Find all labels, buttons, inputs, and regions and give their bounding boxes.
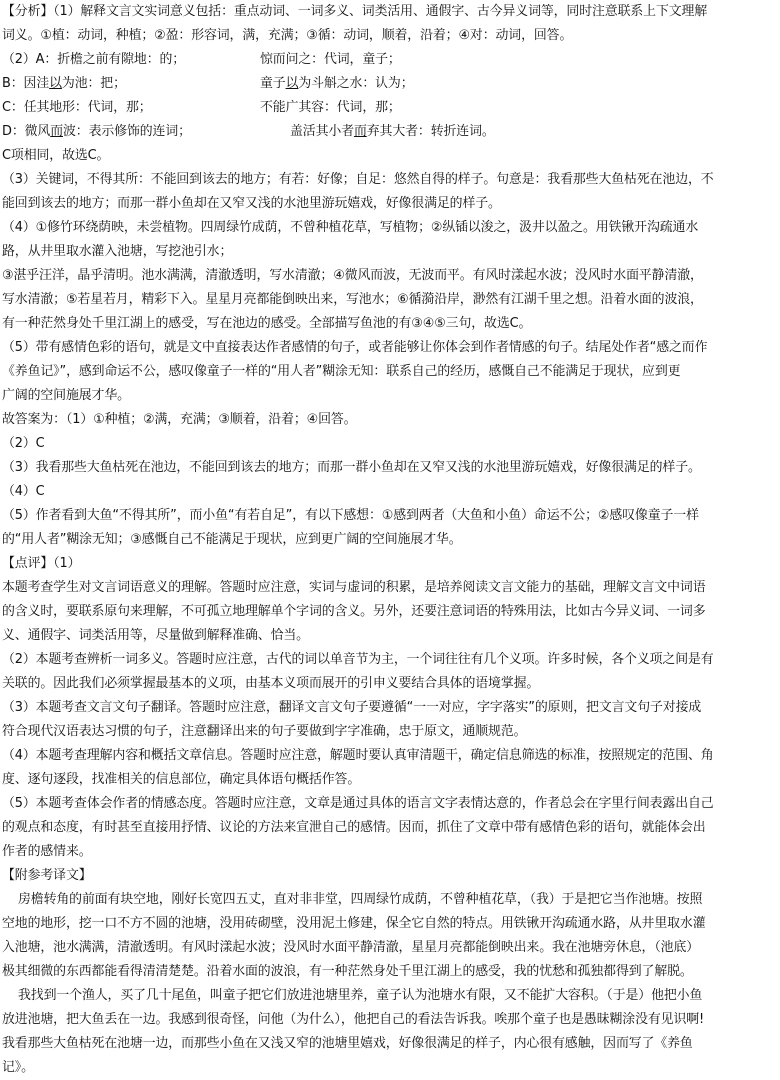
analysis-option-row [2, 48, 778, 72]
comment-line: 符合现代汉语表达习惯的句子，注意翻译出来的句子要做到字字准确，忠于原文，通顺规范。 [2, 724, 527, 739]
answer-line: 的“用人者”糊涂无知；③感慨自己不能满足于现状，应到更广阔的空间施展才华。 [2, 532, 462, 547]
translation-line: 我找到一个渔人，买了几十尾鱼，叫童子把它们放进池塘里养，童子认为池塘水有限，又不能扩大容积。（于是）他把小鱼 [18, 988, 703, 1003]
option-b-right: 童子以为斗斛之水：认为； [260, 76, 414, 91]
option-d-left: D：微风而波：表示修饰的连词； [2, 124, 191, 139]
translation-line: 空地的地形，挖一口不方不圆的池塘，没用砖砌壁，没用泥土修建，保全它自然的特点。用铁锹开沟疏通水路，从井里取水灌 [2, 916, 706, 931]
analysis-line: ③湛乎汪洋，晶乎清明。池水满满，清澈透明，写水清澈；④微风而波，无波而平。有风时漾起水波；没风时水面平静清澈， [2, 268, 703, 283]
translation-line: 极其细微的东西都能看得清清楚楚。沿着水面的波浪，有一种茫然身处千里江湖上的感受，我的忧愁和孤独都得到了解脱。 [2, 964, 693, 979]
analysis-line: 《养鱼记》”，感到命运不公，感叹像童子一样的“用人者”糊涂无知：联系自己的经历，感慨自己不能满足于现状，应到更 [2, 364, 681, 379]
comment-line: 度、逐句逐段，找准相关的信息部位，确定具体语句概括作答。 [2, 772, 361, 787]
comment-line: 的含义时，要联系原句来理解，不可孤立地理解单个字词的含义。另外，还要注意词语的特殊用法，比如古今异义词、一词多 [2, 604, 706, 619]
option-a-left: （2）A：折檐之前有隙地：的； [2, 52, 186, 67]
answer-line: （4）C [2, 484, 45, 499]
analysis-line: 广阔的空间施展才华。 [2, 388, 130, 403]
translation-heading: 【附参考译文】 [2, 868, 92, 883]
analysis-line: 词义。①植：动词，种植；②盈：形容词，满，充满；③循：动词，顺着，沿着；④对：动词，回答。 [2, 28, 573, 43]
option-a-right: 惊而问之：代词，童子； [260, 52, 401, 67]
answer-line: （3）我看那些大鱼枯死在池边，不能回到该去的地方；而那一群小鱼却在又窄又浅的水池里游玩嬉戏，好像很满足的样子。 [2, 460, 701, 475]
comment-line: （4）本题考查理解内容和概括文章信息。答题时应注意，解题时要认真审清题干，确定信息筛选的标准，按照规定的范围、角 [2, 748, 714, 763]
translation-line: 入池塘，池水满满，清澈透明。有风时漾起水波；没风时水面平静清澈，星星月亮都能倒映出来。我在池塘旁休息，（池底） [2, 940, 700, 955]
answer-line: （5）作者看到大鱼“不得其所”，而小鱼“有若自足”，有以下感想：①感到两者（大鱼和小鱼）命运不公；②感叹像童子一样 [2, 508, 699, 523]
analysis-line: （3）关键词，不得其所：不能回到该去的地方；有若：好像；自足：悠然自得的样子。句意是：我看那些大鱼枯死在池边，不 [2, 172, 714, 187]
option-c-left: C：任其地形：代词，那； [2, 100, 152, 115]
comment-line: 作者的感情来。 [2, 844, 92, 859]
underlined-word: 以 [49, 76, 62, 91]
option-d-right: 盖活其小者而弃其大者：转折连词。 [290, 124, 495, 139]
comment-line: （5）本题考查体会作者的情感态度。答题时应注意，文章是通过具体的语言文字表情达意的，作者总会在字里行间表露出自己 [2, 796, 714, 811]
translation-line: 我看那些大鱼枯死在池塘一边，而那些小鱼在又浅又窄的池塘里嬉戏，好像很满足的样子，内心很有感触，因而写了《养鱼 [2, 1036, 693, 1051]
comment-line: 的观点和态度，有时甚至直接用抒情、议论的方法来宣泄自己的感情。因而，抓住了文章中带有感情色彩的语句，就能体会出 [2, 820, 706, 835]
underlined-word: 而 [353, 124, 367, 139]
analysis-line: （5）带有感情色彩的语句，就是文中直接表达作者感情的句子，或者能够让你体会到作者情感的句子。结尾处作者“感之而作 [2, 340, 708, 355]
underlined-word: 以 [285, 76, 299, 91]
comment-heading: 【点评】（1） [2, 556, 81, 571]
analysis-line: （4）①修竹环绕荫映，未尝植物。四周绿竹成荫，不曾种植花草，写植物；②纵锸以浚之，汲井以盈之。用铁锹开沟疏通水 [2, 220, 699, 235]
analysis-line: 路，从井里取水灌入池塘，写挖池引水； [2, 244, 233, 259]
analysis-option-row [2, 120, 778, 144]
translation-line: 放进池塘，把大鱼丢在一边。我感到很奇怪，问他（为什么），他把自己的看法告诉我。唉那个童子也是愚昧糊涂没有见识啊! [2, 1012, 705, 1027]
comment-line: （2）本题考查辨析一词多义。答题时应注意，古代的词以单音节为主，一个词往往有几个义项。许多时候，各个义项之间是有 [2, 652, 714, 667]
translation-line: 房檐转角的前面有块空地，刚好长宽四五丈，直对非非堂，四周绿竹成荫，不曾种植花草，（我）于是把它当作池塘。按照 [18, 892, 703, 907]
option-b-left: B：因洼以为池：把； [2, 76, 126, 91]
analysis-option-row [2, 72, 778, 96]
comment-line: （3）本题考查文言文句子翻译。答题时应注意，翻译文言文句子要遵循“一一对应，字字落实”的原则，把文言文句子对接成 [2, 700, 702, 715]
translation-line: 记》。 [2, 1060, 34, 1075]
underlined-word: 而 [50, 124, 63, 139]
analysis-option-row [2, 96, 778, 120]
answer-line: 故答案为：（1）①种植；②满，充满；③顺着，沿着；④回答。 [2, 412, 357, 427]
analysis-line: 【分析】（1）解释文言文实词意义包括：重点动词、一词多义、词类活用、通假字、古今异义词等，同时注意联系上下文理解 [2, 4, 708, 19]
option-c-right: 不能广其容：代词，那； [260, 100, 401, 115]
analysis-line: 能回到该去的地方；而那一群小鱼却在又窄又浅的水池里游玩嬉戏，好像很满足的样子。 [2, 196, 501, 211]
analysis-line: 写水清澈；⑤若星若月，精彩下入。星星月亮都能倒映出来，写池水；⑥循漪沿岸，渺然有江湖千里之想。沿着水面的波浪， [2, 292, 703, 307]
analysis-line: C项相同，故选C。 [2, 148, 110, 163]
comment-line: 义、通假字、词类活用等，尽量做到解释准确、恰当。 [2, 628, 309, 643]
comment-line: 关联的。因此我们必须掌握最基本的义项，由基本义项而展开的引申义要结合具体的语境掌握。 [2, 676, 540, 691]
answer-line: （2）C [2, 436, 45, 451]
analysis-line: 有一种茫然身处千里江湖上的感受，写在池边的感受。全部描写鱼池的有③④⑤三句，故选C。 [2, 316, 532, 331]
comment-line: 本题考查学生对文言词语意义的理解。答题时应注意，实词与虚词的积累，是培养阅读文言文能力的基础，理解文言文中词语 [2, 580, 706, 595]
